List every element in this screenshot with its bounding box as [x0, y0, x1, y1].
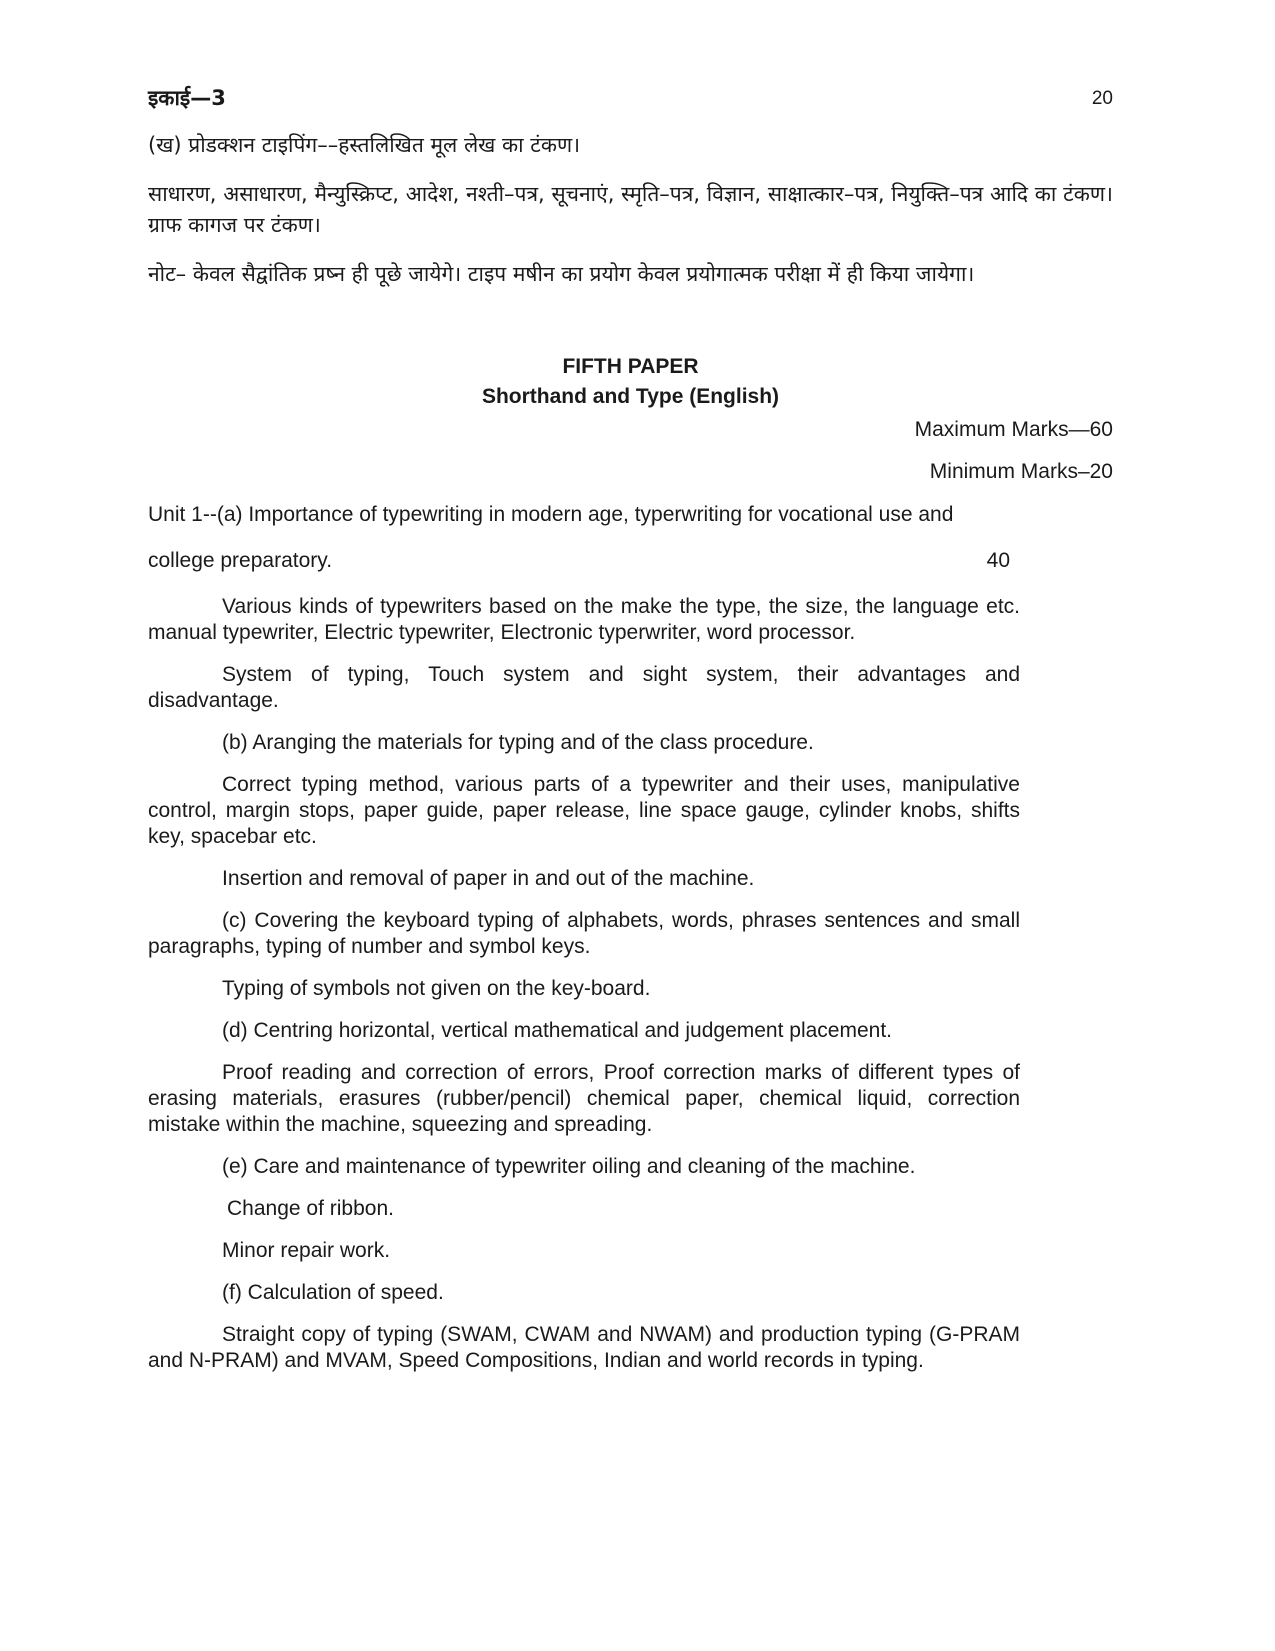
hindi-production-typing-heading: (ख) प्रोडक्शन टाइपिंग––हस्तलिखित मूल लेख का टंकण।: [148, 133, 581, 157]
unit-marks: 40: [986, 549, 1010, 572]
page-header: [148, 84, 1113, 118]
paragraph-f-speed: (f) Calculation of speed.: [222, 1281, 444, 1304]
paragraph-proof-reading: Proof reading and correction of errors, Proof correction marks of different types of erasing materials, erasures (rubber/pencil) chemical paper, chemical liquid, correction mistake within the machine, squeezing and spreading.: [148, 1061, 1020, 1136]
page-number: 20: [1091, 88, 1113, 109]
document-page: [148, 84, 1113, 1374]
paragraph-d-centring: (d) Centring horizontal, vertical mathematical and judgement placement.: [222, 1019, 893, 1042]
paragraph-repair: Minor repair work.: [222, 1239, 391, 1262]
paragraph-insertion: Insertion and removal of paper in and out of the machine.: [222, 867, 755, 890]
paper-subtitle: Shorthand and Type (English): [481, 385, 780, 408]
prep-text: college preparatory.: [148, 549, 333, 572]
paragraph-ribbon: Change of ribbon.: [227, 1197, 394, 1220]
paragraph-straight-copy: Straight copy of typing (SWAM, CWAM and NWAM) and production typing (G-PRAM and N-PRAM) and MVAM, Speed Compositions, Indian and world records in typing.: [148, 1323, 1020, 1372]
paragraph-c-keyboard: (c) Covering the keyboard typing of alphabets, words, phrases sentences and small paragraphs, typing of number and symbol keys.: [148, 909, 1020, 958]
paragraph-typewriter-kinds: Various kinds of typewriters based on the make the type, the size, the language etc. manual typewriter, Electric typewriter, Electronic typerwriter, word processor.: [148, 595, 1020, 644]
hindi-items-paragraph: साधारण, असाधारण, मैन्युस्क्रिप्ट, आदेश, नश्ती–पत्र, सूचनाएं, स्मृति–पत्र, विज्ञान, साक्षात्कार–पत्र, नियुक्ति–पत्र आदि का टंकण। ग्राफ कागज पर टंकण।: [148, 182, 1113, 237]
paragraph-e-care: (e) Care and maintenance of typewriter oiling and cleaning of the machine.: [222, 1155, 916, 1178]
minimum-marks: Minimum Marks–20: [929, 460, 1113, 483]
paragraph-typing-system: System of typing, Touch system and sight system, their advantages and disadvantage.: [148, 663, 1020, 712]
paragraph-typing-method: Correct typing method, various parts of a typewriter and their uses, manipulative control, margin stops, paper guide, paper release, line space gauge, cylinder knobs, shifts key, spacebar etc.: [148, 773, 1020, 848]
unit-heading-continuation: [148, 546, 1020, 576]
unit-label: इकाई—3: [148, 86, 226, 110]
maximum-marks: Maximum Marks—60: [914, 418, 1113, 441]
paragraph-symbols: Typing of symbols not given on the key-board.: [222, 977, 651, 1000]
unit-heading-line: Unit 1--(a) Importance of typewriting in modern age, typerwriting for vocational use and: [148, 503, 954, 526]
paragraph-b-arranging: (b) Aranging the materials for typing and of the class procedure.: [222, 731, 814, 754]
hindi-note-paragraph: नोट– केवल सैद्वांतिक प्रष्न ही पूछे जायेगे। टाइप मषीन का प्रयोग केवल प्रयोगात्मक परीक्षा में ही किया जायेगा।: [148, 262, 975, 286]
paper-title: FIFTH PAPER: [562, 355, 699, 378]
syllabus-body: [148, 500, 1020, 1374]
